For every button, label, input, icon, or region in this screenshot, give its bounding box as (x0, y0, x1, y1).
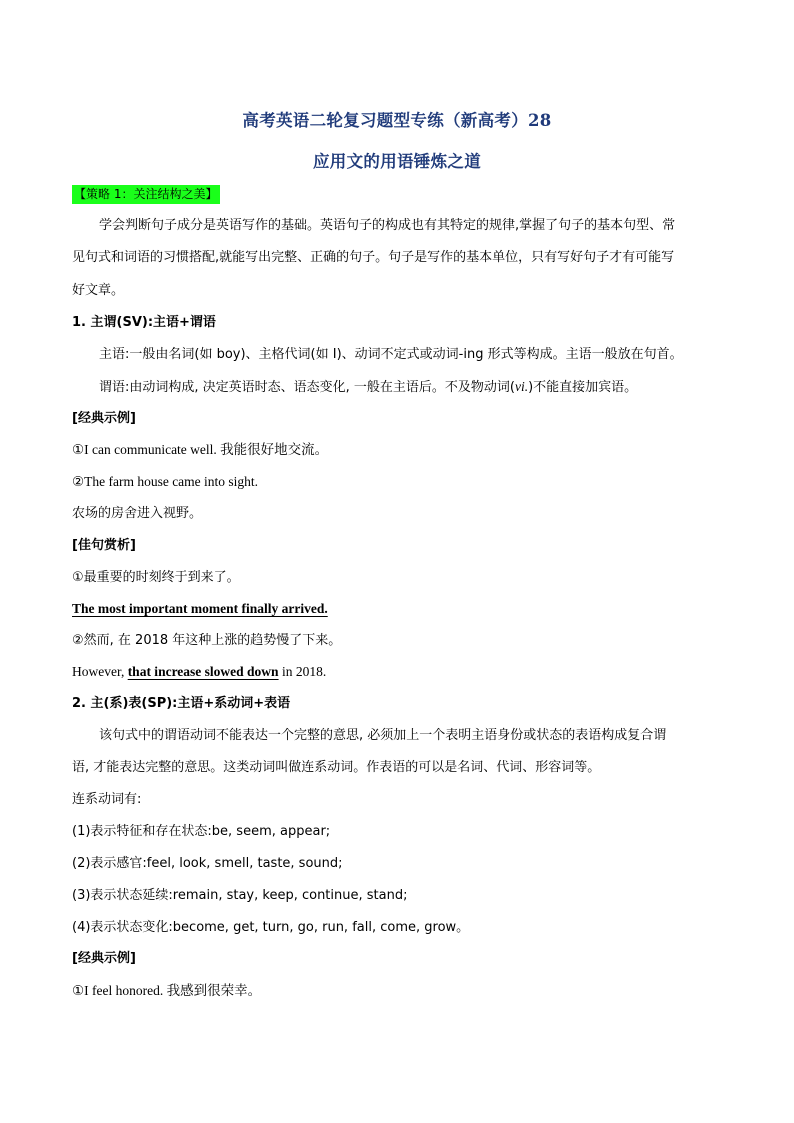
linking-verb-item-2: (2)表示感官:feel, look, smell, taste, sound; (72, 856, 343, 871)
section-1-heading: 1. 主谓(SV):主语+谓语 (72, 315, 216, 330)
example-3: ①I feel honored. 我感到很荣幸。 (72, 983, 262, 998)
linking-verb-item-1: (1)表示特征和存在状态:be, seem, appear; (72, 824, 331, 839)
good-sentences-label: [佳句赏析] (72, 538, 136, 553)
good-sentence-1-en: The most important moment finally arrived. (72, 601, 328, 616)
section-2-desc-2: 语, 才能表达完整的意思。这类动词叫做连系动词。作表语的可以是名词、代词、形容词等。 (72, 760, 601, 775)
good-sentence-2-en (72, 663, 732, 681)
example-2: ②The farm house came into sight. (72, 474, 259, 489)
example-1: ①I can communicate well. 我能很好地交流。 (72, 442, 329, 457)
intro-line-2: 见句式和词语的习惯搭配,就能写出完整、正确的句子。句子是写作的基本单位，只有写好句子才有可能写 (72, 250, 675, 265)
verb-note-part-a: 谓语:由动词构成, 决定英语时态、语态变化, 一般在主语后。不及物动词( (99, 380, 515, 395)
intro-line-3: 好文章。 (72, 283, 125, 298)
strategy-tag: 【策略 1：关注结构之美】 (72, 185, 220, 204)
good-sentence-2-highlight: that increase slowed down (127, 664, 279, 679)
verb-note (99, 378, 759, 397)
linking-verb-item-3: (3)表示状态延续:remain, stay, keep, continue, stand; (72, 888, 408, 903)
good-sentence-2-cn: ②然而, 在 2018 年这种上涨的趋势慢了下来。 (72, 633, 342, 648)
verb-note-vi: vi. (514, 379, 529, 394)
verb-note-part-b: )不能直接加宾语。 (528, 380, 638, 395)
document-subtitle: 应用文的用语锤炼之道 (313, 152, 481, 171)
subject-note: 主语:一般由名词(如 boy)、主格代词(如 I)、动词不定式或动词-ing 形式等构成。主语一般放在句首。 (99, 347, 683, 362)
section-2-desc-1: 该句式中的谓语动词不能表达一个完整的意思, 必须加上一个表明主语身份或状态的表语构成复合谓 (99, 728, 667, 743)
example-2-translation: 农场的房舍进入视野。 (72, 506, 203, 521)
linking-verb-item-4: (4)表示状态变化:become, get, turn, go, run, fall, come, grow。 (72, 920, 470, 935)
section-2-heading: 2. 主(系)表(SP):主语+系动词+表语 (72, 696, 291, 711)
linking-verbs-label: 连系动词有: (72, 792, 142, 807)
examples-label-1: [经典示例] (72, 411, 136, 426)
document-title: 高考英语二轮复习题型专练（新高考）28 (242, 111, 552, 130)
intro-line-1: 学会判断句子成分是英语写作的基础。英语句子的构成也有其特定的规律,掌握了句子的基本句型、常 (99, 218, 676, 233)
good-sentence-2-prefix: However, (72, 664, 128, 679)
good-sentence-1-cn: ①最重要的时刻终于到来了。 (72, 570, 240, 585)
good-sentence-2-suffix: in 2018. (278, 664, 327, 679)
examples-label-2: [经典示例] (72, 951, 136, 966)
